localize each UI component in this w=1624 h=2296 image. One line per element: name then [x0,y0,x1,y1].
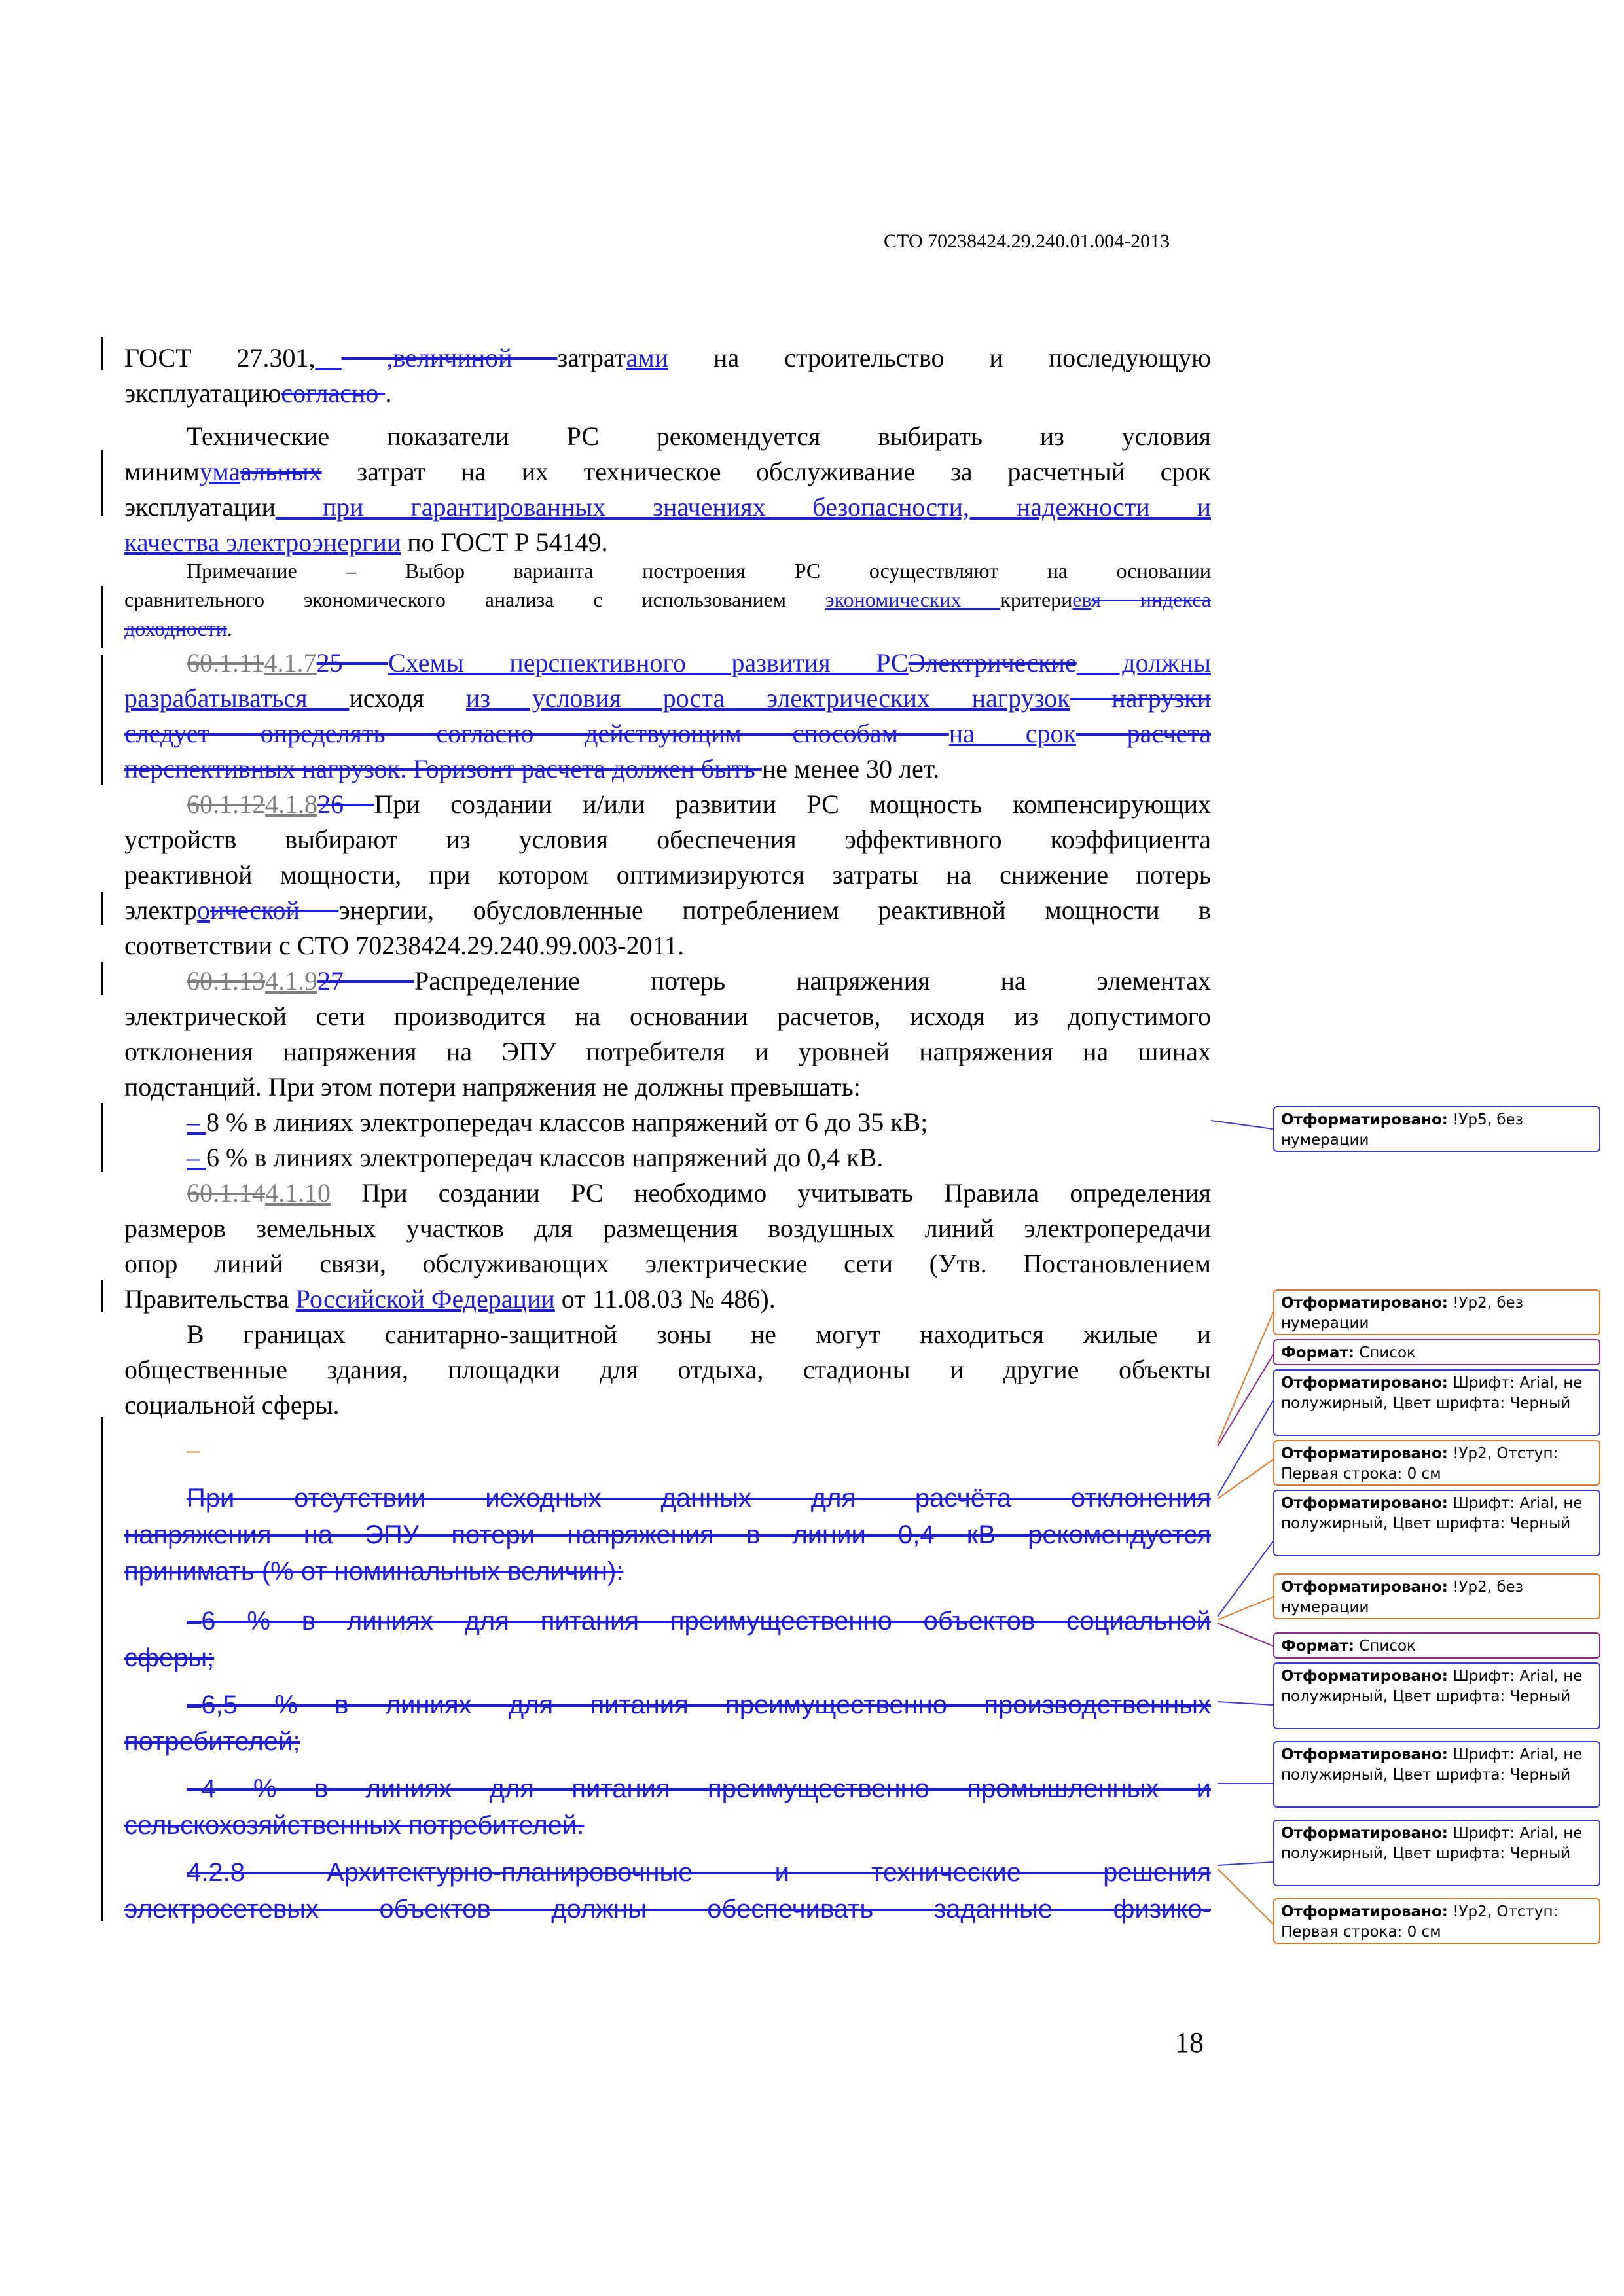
format-comment-balloon[interactable] [1273,1369,1600,1436]
inserted-text: качества электроэнергии [124,528,401,557]
old-clause-number: 60.1.11 [187,648,264,677]
paragraph-line: В границах санитарно-защитной зоны не могут находиться жилые и [187,1319,1211,1349]
inserted-text: из условия роста электрических нагрузок [465,683,1070,713]
paragraph-line: общественные здания, площадки для отдыха, стадионы и другие объекты [124,1355,1211,1384]
paragraph-line: отклонения напряжения на ЭПУ потребителя и уровней напряжения на шинах [124,1037,1211,1066]
format-comment-balloon[interactable] [1273,1820,1600,1886]
balloon-text: Шрифт: Arial, не полужирный, Цвет шрифта: Черный [1281,1668,1583,1705]
document-code-header: СТО 70238424.29.240.01.004-2013 [884,230,1170,252]
deleted-paragraph-line: напряжения на ЭПУ потери напряжения в линии 0,4 кВ рекомендуется [124,1520,1211,1549]
format-comment-balloon[interactable] [1273,1289,1600,1335]
clause-number: 4.1.8 [265,789,317,819]
deleted-text: согласно [281,378,386,408]
text-run: При создании РС необходимо учитывать Правила определения [331,1178,1211,1208]
balloon-label: Отформатировано: [1281,1374,1448,1391]
text-run: на строительство и последующую [668,343,1211,372]
old-clause-number: 60.1.12 [187,789,265,819]
balloon-text: Шрифт: Arial, не полужирный, Цвет шрифта: Черный [1281,1825,1583,1862]
balloon-label: Отформатировано: [1281,1495,1448,1512]
paragraph-line: реактивной мощности, при котором оптимизируются затраты на снижение потерь [124,860,1211,889]
inserted-text: ами [626,343,669,372]
text-run: эксплуатацию [124,378,281,408]
deleted-paragraph-line: 4.2.8 Архитектурно-планировочные и технические решения [187,1858,1211,1887]
clause-number: 4.1.9 [265,966,317,996]
inserted-dash: – [187,1435,200,1464]
text-run: Распределение потерь напряжения на элементах [414,966,1211,996]
text-run: эксплуатации [124,492,276,522]
text-run: миним [124,457,200,486]
deleted-text: я индекса [1091,588,1212,611]
text-run: не менее 30 лет. [761,754,940,783]
balloon-text: Шрифт: Arial, не полужирный, Цвет шрифта: Черный [1281,1746,1583,1784]
balloon-label: Отформатировано: [1281,1295,1448,1312]
deleted-list-item: –6 % в линиях для питания преимущественно объектов социальной [187,1607,1211,1636]
list-dash: – [187,1107,206,1137]
inserted-text: разрабатываться [124,683,350,713]
paragraph-line: социальной сферы. [124,1390,340,1420]
text-run: сравнительного экономического анализа с использованием [124,588,825,611]
balloon-text: !Ур2, Отступ: Первая строка: 0 см [1281,1445,1559,1482]
deleted-list-item: –6,5 % в линиях для питания преимущественно производственных [187,1691,1211,1719]
deleted-text: следует определять согласно действующим способам [124,719,949,748]
inserted-text: при гарантированных значениях безопасности, надежности и [275,492,1211,522]
deleted-paragraph-line: При отсутствии исходных данных для расчёта отклонения [187,1484,1211,1513]
inserted-text: экономических [825,588,1001,611]
balloon-text: !Ур2, без нумерации [1281,1579,1523,1616]
text-run: При создании и/или развитии РС мощность компенсирующих [374,789,1212,819]
page-number: 18 [1175,2026,1204,2058]
text-run: затрат [557,343,626,372]
deleted-text: Электрические [908,648,1077,677]
format-comment-balloon[interactable] [1273,1490,1600,1556]
balloon-text: !Ур2, без нумерации [1281,1295,1523,1332]
balloon-text: Шрифт: Arial, не полужирный, Цвет шрифта: Черный [1281,1374,1583,1412]
format-comment-balloon[interactable] [1273,1898,1600,1944]
inserted-text: должны [1076,648,1212,677]
balloon-text: Список [1354,1638,1416,1655]
text-run: затрат на их техническое обслуживание за расчетный срок [321,457,1211,486]
format-comment-balloon[interactable] [1273,1440,1600,1486]
paragraph-line: Технические показатели РС рекомендуется выбирать из условия [187,422,1211,451]
text-run: критери [1000,588,1073,611]
inserted-text: __ [315,343,342,372]
deleted-paragraph-line: электросетевых объектов должны обеспечивать заданные физико- [124,1895,1211,1924]
balloon-label: Формат: [1281,1344,1354,1361]
clause-number: 4.1.7 [264,648,317,677]
format-comment-balloon[interactable] [1273,1339,1600,1365]
deleted-text: ической [210,895,339,925]
balloon-text: !Ур2, Отступ: Первая строка: 0 см [1281,1903,1559,1941]
deleted-text: 26 [317,789,374,819]
balloon-label: Отформатировано: [1281,1668,1448,1685]
deleted-text: 25 [316,648,389,677]
text-run: ГОСТ 27.301, [124,343,316,372]
format-comment-balloon[interactable] [1273,1573,1600,1619]
deleted-list-item: сельскохозяйственных потребителей. [124,1811,585,1840]
deleted-paragraph-line: принимать (% от номинальных величин): [124,1557,624,1586]
deleted-list-item: потребителей; [124,1727,300,1756]
balloon-text: !Ур5, без нумерации [1281,1111,1523,1149]
text-run: от 11.08.03 № 486). [554,1284,776,1314]
list-item: 6 % в линиях электропередач классов напряжений до 0,4 кВ. [206,1143,884,1172]
text-run: исходя [349,683,466,713]
paragraph-line: устройств выбирают из условия обеспечения эффективного коэффициента [124,825,1211,854]
balloon-label: Формат: [1281,1638,1354,1655]
balloon-label: Отформатировано: [1281,1445,1448,1462]
deleted-text: 27 [317,966,414,996]
text-run: по ГОСТ Р 54149. [401,528,608,557]
text-run: . [226,617,232,640]
paragraph-line: размеров земельных участков для размещения воздушных линий электропередачи [124,1213,1211,1243]
balloon-text: Список [1354,1344,1416,1361]
text-run: электр [124,895,198,925]
balloon-label: Отформатировано: [1281,1746,1448,1763]
old-clause-number: 60.1.13 [187,966,265,996]
balloon-label: Отформатировано: [1281,1111,1448,1128]
inserted-text: на срок [948,719,1076,748]
inserted-text: Схемы перспективного развития РС [388,648,909,677]
format-comment-balloon[interactable] [1273,1632,1600,1659]
paragraph-line: электрической сети производится на основании расчетов, исходя из допустимого [124,1001,1211,1031]
paragraph-line: подстанций. При этом потери напряжения не должны превышать: [124,1072,861,1102]
list-dash: – [187,1143,206,1172]
deleted-text: расчета [1075,719,1211,748]
inserted-text: ума [199,457,241,486]
deleted-text: нагрузки [1070,683,1212,713]
format-comment-balloon[interactable] [1273,1106,1600,1152]
inserted-text: ев [1072,588,1092,611]
balloon-label: Отформатировано: [1281,1579,1448,1596]
clause-number: 4.1.10 [265,1178,331,1208]
deleted-text: доходности [124,617,227,640]
balloon-text: Шрифт: Arial, не полужирный, Цвет шрифта: Черный [1281,1495,1583,1532]
deleted-list-item: –4 % в линиях для питания преимущественно промышленных и [187,1774,1211,1803]
note-line: Примечание – Выбор варианта построения РС осуществляют на основании [187,559,1211,583]
paragraph-line: опор линий связи, обслуживающих электрические сети (Утв. Постановлением [124,1249,1211,1278]
deleted-text: ,величиной [341,343,558,372]
list-item: 8 % в линиях электропередач классов напряжений от 6 до 35 кВ; [206,1107,928,1137]
balloon-label: Отформатировано: [1281,1825,1448,1842]
text-run: Правительства [124,1284,296,1314]
deleted-text: альных [240,457,322,486]
inserted-text: о [197,895,211,925]
text-run: энергии, обусловленные потреблением реактивной мощности в [338,895,1211,925]
text-run: . [385,378,392,408]
deleted-list-item: сферы; [124,1643,215,1672]
format-comment-balloon[interactable] [1273,1662,1600,1729]
inserted-text: Российской Федерации [295,1284,555,1314]
deleted-text: перспективных нагрузок. Горизонт расчета должен быть [124,754,762,783]
balloon-label: Отформатировано: [1281,1903,1448,1920]
paragraph-line: соответствии с СТО 70238424.29.240.99.003-2011. [124,931,685,960]
format-comment-balloon[interactable] [1273,1741,1600,1808]
old-clause-number: 60.1.14 [187,1178,265,1208]
